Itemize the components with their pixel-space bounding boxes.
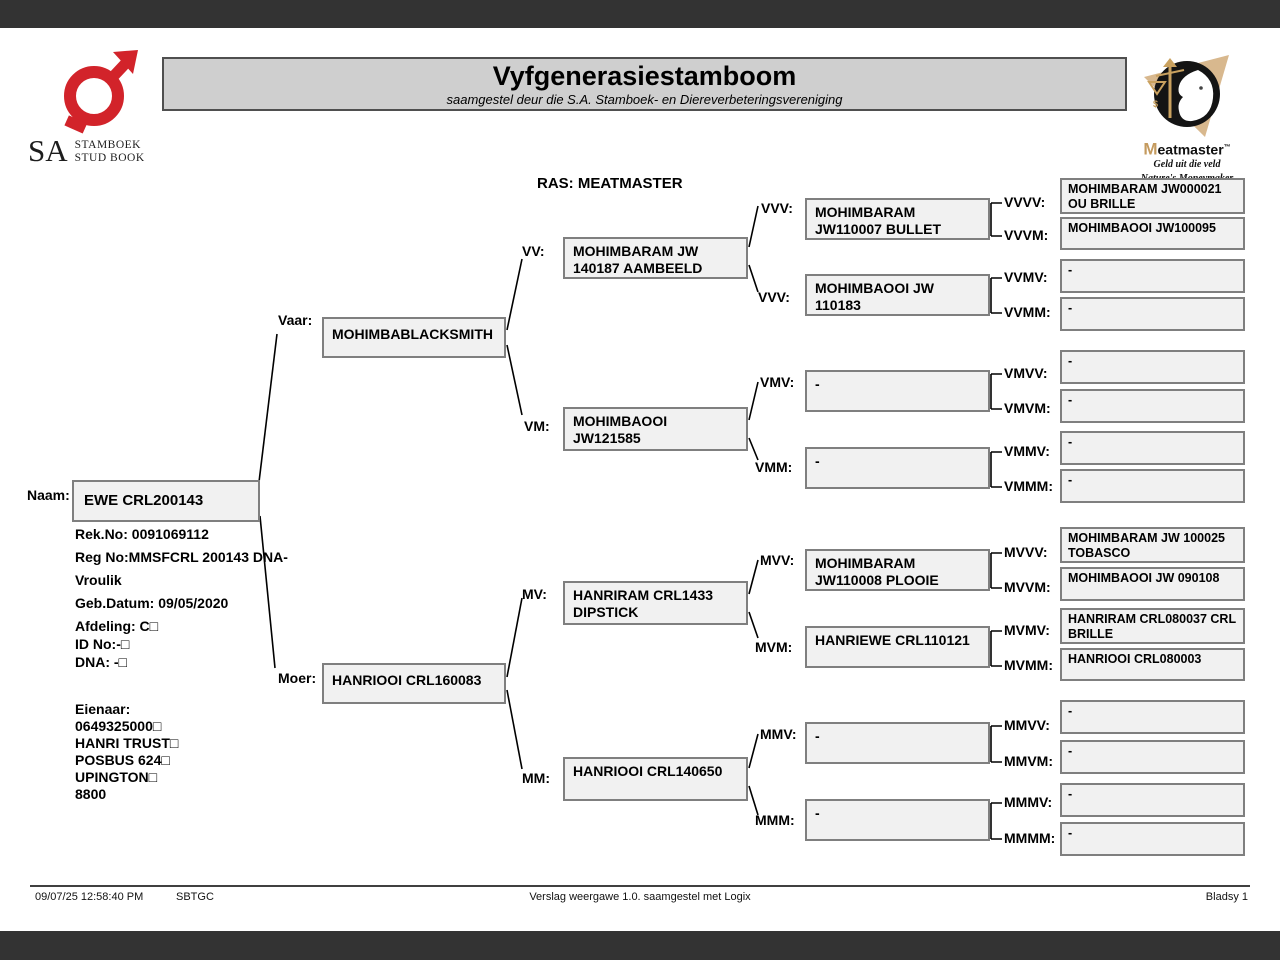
sa-logo-word2: STUD BOOK bbox=[74, 152, 145, 164]
report-title-box bbox=[162, 57, 1127, 111]
node-mvv: MOHIMBARAM JW110008 PLOOIE bbox=[805, 549, 990, 591]
moer-label: Moer: bbox=[278, 670, 317, 686]
mmvv-label: MMVV: bbox=[1004, 717, 1050, 733]
vvv2-label: VVV: bbox=[758, 289, 790, 305]
vv-label: VV: bbox=[522, 243, 545, 259]
mv-label: MV: bbox=[522, 586, 547, 602]
naam-label: Naam: bbox=[27, 487, 70, 503]
node-subject: EWE CRL200143 bbox=[72, 480, 260, 522]
vmm-label: VMM: bbox=[755, 459, 793, 475]
node-mmvm: - bbox=[1060, 740, 1245, 774]
vvv1-label: VVV: bbox=[761, 200, 793, 216]
vmmm-label: VMMM: bbox=[1004, 478, 1053, 494]
mvvv-label: MVVV: bbox=[1004, 544, 1048, 560]
meatmaster-pan-symbol: $ bbox=[1153, 99, 1159, 109]
node-vvmm: - bbox=[1060, 297, 1245, 331]
sa-logo-word1: STAMBOEK bbox=[74, 139, 141, 151]
node-mvmv: HANRIRAM CRL080037 CRL BRILLE bbox=[1060, 608, 1245, 644]
node-vmv: - bbox=[805, 370, 990, 412]
sa-studbook-icon bbox=[24, 48, 169, 134]
node-vvv1: MOHIMBARAM JW110007 BULLET bbox=[805, 198, 990, 240]
node-vvvm: MOHIMBAOOI JW100095 bbox=[1060, 217, 1245, 250]
mvmv-label: MVMV: bbox=[1004, 622, 1050, 638]
node-moer: HANRIOOI CRL160083 bbox=[322, 663, 506, 704]
footer-datetime: 09/07/25 12:58:40 PM bbox=[35, 891, 144, 903]
mmv-label: MMV: bbox=[760, 726, 797, 742]
breed-label: RAS: MEATMASTER bbox=[537, 175, 683, 192]
node-mmm: - bbox=[805, 799, 990, 841]
node-vaar: MOHIMBABLACKSMITH bbox=[322, 317, 506, 358]
owner-line: Eienaar: bbox=[75, 701, 131, 717]
meatmaster-trademark: ™ bbox=[1223, 144, 1231, 151]
node-vmmv: - bbox=[1060, 431, 1245, 465]
footer-page-number: Bladsy 1 bbox=[1205, 891, 1248, 903]
node-vmvv: - bbox=[1060, 350, 1245, 384]
owner-line: HANRI TRUST□ bbox=[75, 735, 179, 751]
node-vmmm: - bbox=[1060, 469, 1245, 503]
sa-studbook-wordmark bbox=[28, 133, 174, 168]
vaar-label: Vaar: bbox=[278, 312, 313, 328]
node-vmvm: - bbox=[1060, 389, 1245, 423]
node-mmv: - bbox=[805, 722, 990, 764]
bottom-bar bbox=[0, 931, 1280, 960]
node-mvmm: HANRIOOI CRL080003 bbox=[1060, 648, 1245, 681]
vvmv-label: VVMV: bbox=[1004, 269, 1048, 285]
meatmaster-wordmark bbox=[1134, 141, 1240, 157]
node-vvmv: - bbox=[1060, 259, 1245, 293]
mvmm-label: MVMM: bbox=[1004, 657, 1053, 673]
vmv-label: VMV: bbox=[760, 374, 795, 390]
mvvm-label: MVVM: bbox=[1004, 579, 1051, 595]
node-mv: HANRIRAM CRL1433 DIPSTICK bbox=[563, 581, 748, 625]
vvvm-label: VVVM: bbox=[1004, 227, 1049, 243]
meatmaster-rest: eatmaster bbox=[1157, 141, 1224, 158]
node-mmmm: - bbox=[1060, 822, 1245, 856]
mmmv-label: MMMV: bbox=[1004, 794, 1053, 810]
sa-studbook-logo bbox=[24, 48, 174, 168]
node-mmvv: - bbox=[1060, 700, 1245, 734]
vvvv-label: VVVV: bbox=[1004, 194, 1046, 210]
meatmaster-tagline-1: Geld uit die veld bbox=[1153, 158, 1221, 170]
node-mm: HANRIOOI CRL140650 bbox=[563, 757, 748, 801]
mvm-label: MVM: bbox=[755, 639, 793, 655]
mm-label: MM: bbox=[522, 770, 550, 786]
node-vm: MOHIMBAOOI JW121585 bbox=[563, 407, 748, 451]
node-vv: MOHIMBARAM JW 140187 AAMBEELD bbox=[563, 237, 748, 279]
mvv-label: MVV: bbox=[760, 552, 795, 568]
meatmaster-icon bbox=[1139, 50, 1235, 140]
owner-details bbox=[75, 701, 345, 803]
vmvm-label: VMVM: bbox=[1004, 400, 1051, 416]
footer-version-note: Verslag weergawe 1.0. saamgestel met Logix bbox=[529, 891, 751, 903]
vmvv-label: VMVV: bbox=[1004, 365, 1048, 381]
mmvm-label: MMVM: bbox=[1004, 753, 1053, 769]
mmm-label: MMM: bbox=[755, 812, 795, 828]
detail-line: Vroulik bbox=[75, 572, 122, 588]
top-bar bbox=[0, 0, 1280, 28]
meatmaster-initial: M bbox=[1143, 139, 1158, 159]
node-vvv2: MOHIMBAOOI JW 110183 bbox=[805, 274, 990, 316]
owner-line: 0649325000□ bbox=[75, 718, 162, 734]
meatmaster-logo bbox=[1134, 50, 1240, 185]
node-vmm: - bbox=[805, 447, 990, 489]
owner-line: POSBUS 624□ bbox=[75, 752, 170, 768]
node-mvm: HANRIEWE CRL110121 bbox=[805, 626, 990, 668]
vm-label: VM: bbox=[524, 418, 550, 434]
detail-line: Reg No:MMSFCRL 200143 DNA- bbox=[75, 549, 288, 565]
footer-code: SBTGC bbox=[176, 891, 214, 903]
page-subtitle: saamgestel deur die S.A. Stamboek- en Diereverbeteringsvereniging bbox=[446, 92, 843, 107]
detail-line: ID No:-□ bbox=[75, 636, 130, 652]
node-mvvv: MOHIMBARAM JW 100025 TOBASCO bbox=[1060, 527, 1245, 563]
detail-line: Geb.Datum: 09/05/2020 bbox=[75, 595, 229, 611]
sa-logo-abbr: SA bbox=[28, 133, 68, 168]
detail-line: Afdeling: C□ bbox=[75, 618, 159, 634]
owner-line: UPINGTON□ bbox=[75, 769, 158, 785]
page-title: Vyfgenerasiestamboom bbox=[492, 61, 797, 91]
owner-line: 8800 bbox=[75, 786, 107, 802]
node-mvvm: MOHIMBAOOI JW 090108 bbox=[1060, 567, 1245, 601]
subject-details bbox=[75, 526, 345, 672]
vvmm-label: VVMM: bbox=[1004, 304, 1051, 320]
node-vvvv: MOHIMBARAM JW000021 OU BRILLE bbox=[1060, 178, 1245, 214]
detail-line: DNA: -□ bbox=[75, 654, 128, 670]
vmmv-label: VMMV: bbox=[1004, 443, 1050, 459]
mmmm-label: MMMM: bbox=[1004, 830, 1056, 846]
node-mmmv: - bbox=[1060, 783, 1245, 817]
detail-line: Rek.No: 0091069112 bbox=[75, 526, 209, 542]
